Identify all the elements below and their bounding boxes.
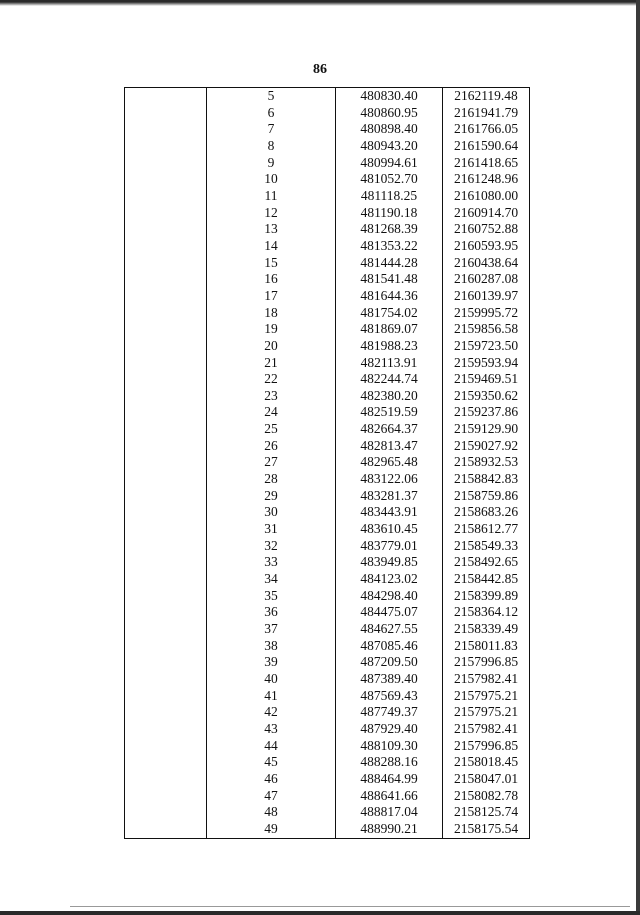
point-number-cell: 21 [207,355,336,372]
x-coordinate-cell: 480898.40 [336,121,443,138]
y-coordinate-cell: 2161766.05 [443,121,530,138]
y-coordinate-cell: 2159350.62 [443,388,530,405]
x-coordinate-cell: 483610.45 [336,521,443,538]
table-row [125,171,530,188]
y-coordinate-cell: 2158011.83 [443,638,530,655]
empty-cell [125,371,207,388]
x-coordinate-cell: 481754.02 [336,305,443,322]
x-coordinate-cell: 482244.74 [336,371,443,388]
empty-cell [125,554,207,571]
empty-cell [125,205,207,222]
empty-cell [125,105,207,122]
table-row [125,138,530,155]
point-number-cell: 34 [207,571,336,588]
empty-cell [125,321,207,338]
x-coordinate-cell: 481988.23 [336,338,443,355]
y-coordinate-cell: 2160593.95 [443,238,530,255]
table-row [125,371,530,388]
y-coordinate-cell: 2160438.64 [443,255,530,272]
point-number-cell: 32 [207,538,336,555]
table-row [125,504,530,521]
x-coordinate-cell: 483779.01 [336,538,443,555]
y-coordinate-cell: 2158125.74 [443,804,530,821]
point-number-cell: 37 [207,621,336,638]
empty-cell [125,504,207,521]
table-row [125,88,530,105]
y-coordinate-cell: 2158759.86 [443,488,530,505]
x-coordinate-cell: 482519.59 [336,404,443,421]
x-coordinate-cell: 482380.20 [336,388,443,405]
x-coordinate-cell: 481541.48 [336,271,443,288]
table-row [125,471,530,488]
point-number-cell: 23 [207,388,336,405]
empty-cell [125,488,207,505]
empty-cell [125,788,207,805]
y-coordinate-cell: 2159723.50 [443,338,530,355]
table-row [125,388,530,405]
x-coordinate-cell: 483281.37 [336,488,443,505]
y-coordinate-cell: 2158364.12 [443,604,530,621]
page-number: 86 [313,62,327,77]
x-coordinate-cell: 482113.91 [336,355,443,372]
x-coordinate-cell: 482965.48 [336,454,443,471]
empty-cell [125,454,207,471]
point-number-cell: 12 [207,205,336,222]
x-coordinate-cell: 487569.43 [336,688,443,705]
y-coordinate-cell: 2159129.90 [443,421,530,438]
y-coordinate-cell: 2157982.41 [443,721,530,738]
y-coordinate-cell: 2161418.65 [443,155,530,172]
empty-cell [125,771,207,788]
empty-cell [125,255,207,272]
table-row [125,454,530,471]
empty-cell [125,571,207,588]
point-number-cell: 35 [207,588,336,605]
empty-cell [125,688,207,705]
empty-cell [125,621,207,638]
table-row [125,654,530,671]
y-coordinate-cell: 2162119.48 [443,88,530,105]
point-number-cell: 36 [207,604,336,621]
y-coordinate-cell: 2158549.33 [443,538,530,555]
point-number-cell: 40 [207,671,336,688]
point-number-cell: 28 [207,471,336,488]
empty-cell [125,305,207,322]
empty-cell [125,88,207,105]
y-coordinate-cell: 2157982.41 [443,671,530,688]
point-number-cell: 9 [207,155,336,172]
point-number-cell: 24 [207,404,336,421]
x-coordinate-cell: 483122.06 [336,471,443,488]
y-coordinate-cell: 2159995.72 [443,305,530,322]
x-coordinate-cell: 481644.36 [336,288,443,305]
y-coordinate-cell: 2160139.97 [443,288,530,305]
point-number-cell: 18 [207,305,336,322]
table-row [125,221,530,238]
y-coordinate-cell: 2160287.08 [443,271,530,288]
empty-cell [125,738,207,755]
empty-cell [125,355,207,372]
table-row [125,271,530,288]
x-coordinate-cell: 484475.07 [336,604,443,621]
table-row [125,521,530,538]
point-number-cell: 11 [207,188,336,205]
y-coordinate-cell: 2158018.45 [443,754,530,771]
table-row [125,105,530,122]
empty-cell [125,288,207,305]
y-coordinate-cell: 2161590.64 [443,138,530,155]
table-row [125,554,530,571]
point-number-cell: 39 [207,654,336,671]
empty-cell [125,704,207,721]
table-row [125,638,530,655]
y-coordinate-cell: 2161080.00 [443,188,530,205]
empty-cell [125,721,207,738]
empty-cell [125,754,207,771]
empty-cell [125,404,207,421]
y-coordinate-cell: 2158492.65 [443,554,530,571]
empty-cell [125,821,207,838]
point-number-cell: 20 [207,338,336,355]
empty-cell [125,604,207,621]
empty-cell [125,521,207,538]
x-coordinate-cell: 480860.95 [336,105,443,122]
table-row [125,788,530,805]
point-number-cell: 26 [207,438,336,455]
empty-cell [125,171,207,188]
point-number-cell: 10 [207,171,336,188]
table-row [125,538,530,555]
point-number-cell: 22 [207,371,336,388]
empty-cell [125,155,207,172]
table-row [125,238,530,255]
x-coordinate-cell: 481444.28 [336,255,443,272]
point-number-cell: 43 [207,721,336,738]
table-row [125,588,530,605]
table-row [125,671,530,688]
table-row [125,704,530,721]
scan-edge-bottom-line [70,906,630,907]
empty-cell [125,638,207,655]
x-coordinate-cell: 484298.40 [336,588,443,605]
table-row [125,305,530,322]
y-coordinate-cell: 2157975.21 [443,688,530,705]
table-row [125,421,530,438]
y-coordinate-cell: 2159027.92 [443,438,530,455]
y-coordinate-cell: 2158175.54 [443,821,530,838]
y-coordinate-cell: 2158842.83 [443,471,530,488]
y-coordinate-cell: 2158399.89 [443,588,530,605]
y-coordinate-cell: 2160914.70 [443,205,530,222]
x-coordinate-cell: 481353.22 [336,238,443,255]
y-coordinate-cell: 2158612.77 [443,521,530,538]
scan-edge-bottom [0,911,640,915]
point-number-cell: 44 [207,738,336,755]
empty-cell [125,338,207,355]
empty-cell [125,671,207,688]
x-coordinate-cell: 480994.61 [336,155,443,172]
empty-cell [125,221,207,238]
coordinates-table [124,87,530,839]
table-row [125,321,530,338]
scan-edge-top [0,0,640,6]
table-row [125,338,530,355]
table-row [125,255,530,272]
x-coordinate-cell: 480830.40 [336,88,443,105]
y-coordinate-cell: 2157996.85 [443,654,530,671]
x-coordinate-cell: 487929.40 [336,721,443,738]
empty-cell [125,121,207,138]
point-number-cell: 16 [207,271,336,288]
y-coordinate-cell: 2158932.53 [443,454,530,471]
x-coordinate-cell: 481869.07 [336,321,443,338]
x-coordinate-cell: 481118.25 [336,188,443,205]
empty-cell [125,804,207,821]
scan-edge-right [636,0,640,915]
x-coordinate-cell: 484123.02 [336,571,443,588]
point-number-cell: 6 [207,105,336,122]
point-number-cell: 7 [207,121,336,138]
x-coordinate-cell: 488817.04 [336,804,443,821]
point-number-cell: 27 [207,454,336,471]
y-coordinate-cell: 2161941.79 [443,105,530,122]
y-coordinate-cell: 2158442.85 [443,571,530,588]
table-row [125,488,530,505]
point-number-cell: 29 [207,488,336,505]
y-coordinate-cell: 2158683.26 [443,504,530,521]
empty-cell [125,471,207,488]
empty-cell [125,538,207,555]
y-coordinate-cell: 2158082.78 [443,788,530,805]
y-coordinate-cell: 2159593.94 [443,355,530,372]
y-coordinate-cell: 2159237.86 [443,404,530,421]
coordinates-table-body [125,88,530,839]
point-number-cell: 25 [207,421,336,438]
y-coordinate-cell: 2158047.01 [443,771,530,788]
table-row [125,738,530,755]
x-coordinate-cell: 481190.18 [336,205,443,222]
x-coordinate-cell: 488990.21 [336,821,443,838]
point-number-cell: 46 [207,771,336,788]
x-coordinate-cell: 488109.30 [336,738,443,755]
y-coordinate-cell: 2159469.51 [443,371,530,388]
x-coordinate-cell: 481268.39 [336,221,443,238]
empty-cell [125,271,207,288]
point-number-cell: 13 [207,221,336,238]
table-row [125,404,530,421]
point-number-cell: 8 [207,138,336,155]
point-number-cell: 31 [207,521,336,538]
point-number-cell: 5 [207,88,336,105]
empty-cell [125,238,207,255]
table-row [125,688,530,705]
table-row [125,821,530,838]
y-coordinate-cell: 2161248.96 [443,171,530,188]
table-row [125,804,530,821]
y-coordinate-cell: 2159856.58 [443,321,530,338]
table-row [125,155,530,172]
table-row [125,355,530,372]
x-coordinate-cell: 488464.99 [336,771,443,788]
table-row [125,288,530,305]
x-coordinate-cell: 483949.85 [336,554,443,571]
table-row [125,754,530,771]
empty-cell [125,188,207,205]
table-row [125,604,530,621]
table-row [125,721,530,738]
point-number-cell: 42 [207,704,336,721]
x-coordinate-cell: 488641.66 [336,788,443,805]
empty-cell [125,388,207,405]
point-number-cell: 14 [207,238,336,255]
x-coordinate-cell: 482664.37 [336,421,443,438]
point-number-cell: 47 [207,788,336,805]
table-row [125,438,530,455]
empty-cell [125,654,207,671]
point-number-cell: 19 [207,321,336,338]
table-row [125,188,530,205]
x-coordinate-cell: 487389.40 [336,671,443,688]
table-row [125,621,530,638]
point-number-cell: 45 [207,754,336,771]
empty-cell [125,138,207,155]
table-row [125,571,530,588]
x-coordinate-cell: 481052.70 [336,171,443,188]
table-row [125,121,530,138]
y-coordinate-cell: 2157996.85 [443,738,530,755]
empty-cell [125,588,207,605]
point-number-cell: 38 [207,638,336,655]
x-coordinate-cell: 488288.16 [336,754,443,771]
y-coordinate-cell: 2158339.49 [443,621,530,638]
point-number-cell: 49 [207,821,336,838]
point-number-cell: 15 [207,255,336,272]
table-row [125,771,530,788]
x-coordinate-cell: 480943.20 [336,138,443,155]
y-coordinate-cell: 2157975.21 [443,704,530,721]
point-number-cell: 17 [207,288,336,305]
empty-cell [125,421,207,438]
x-coordinate-cell: 487209.50 [336,654,443,671]
x-coordinate-cell: 487749.37 [336,704,443,721]
x-coordinate-cell: 483443.91 [336,504,443,521]
y-coordinate-cell: 2160752.88 [443,221,530,238]
table-row [125,205,530,222]
x-coordinate-cell: 484627.55 [336,621,443,638]
point-number-cell: 30 [207,504,336,521]
empty-cell [125,438,207,455]
point-number-cell: 41 [207,688,336,705]
x-coordinate-cell: 482813.47 [336,438,443,455]
x-coordinate-cell: 487085.46 [336,638,443,655]
point-number-cell: 33 [207,554,336,571]
point-number-cell: 48 [207,804,336,821]
